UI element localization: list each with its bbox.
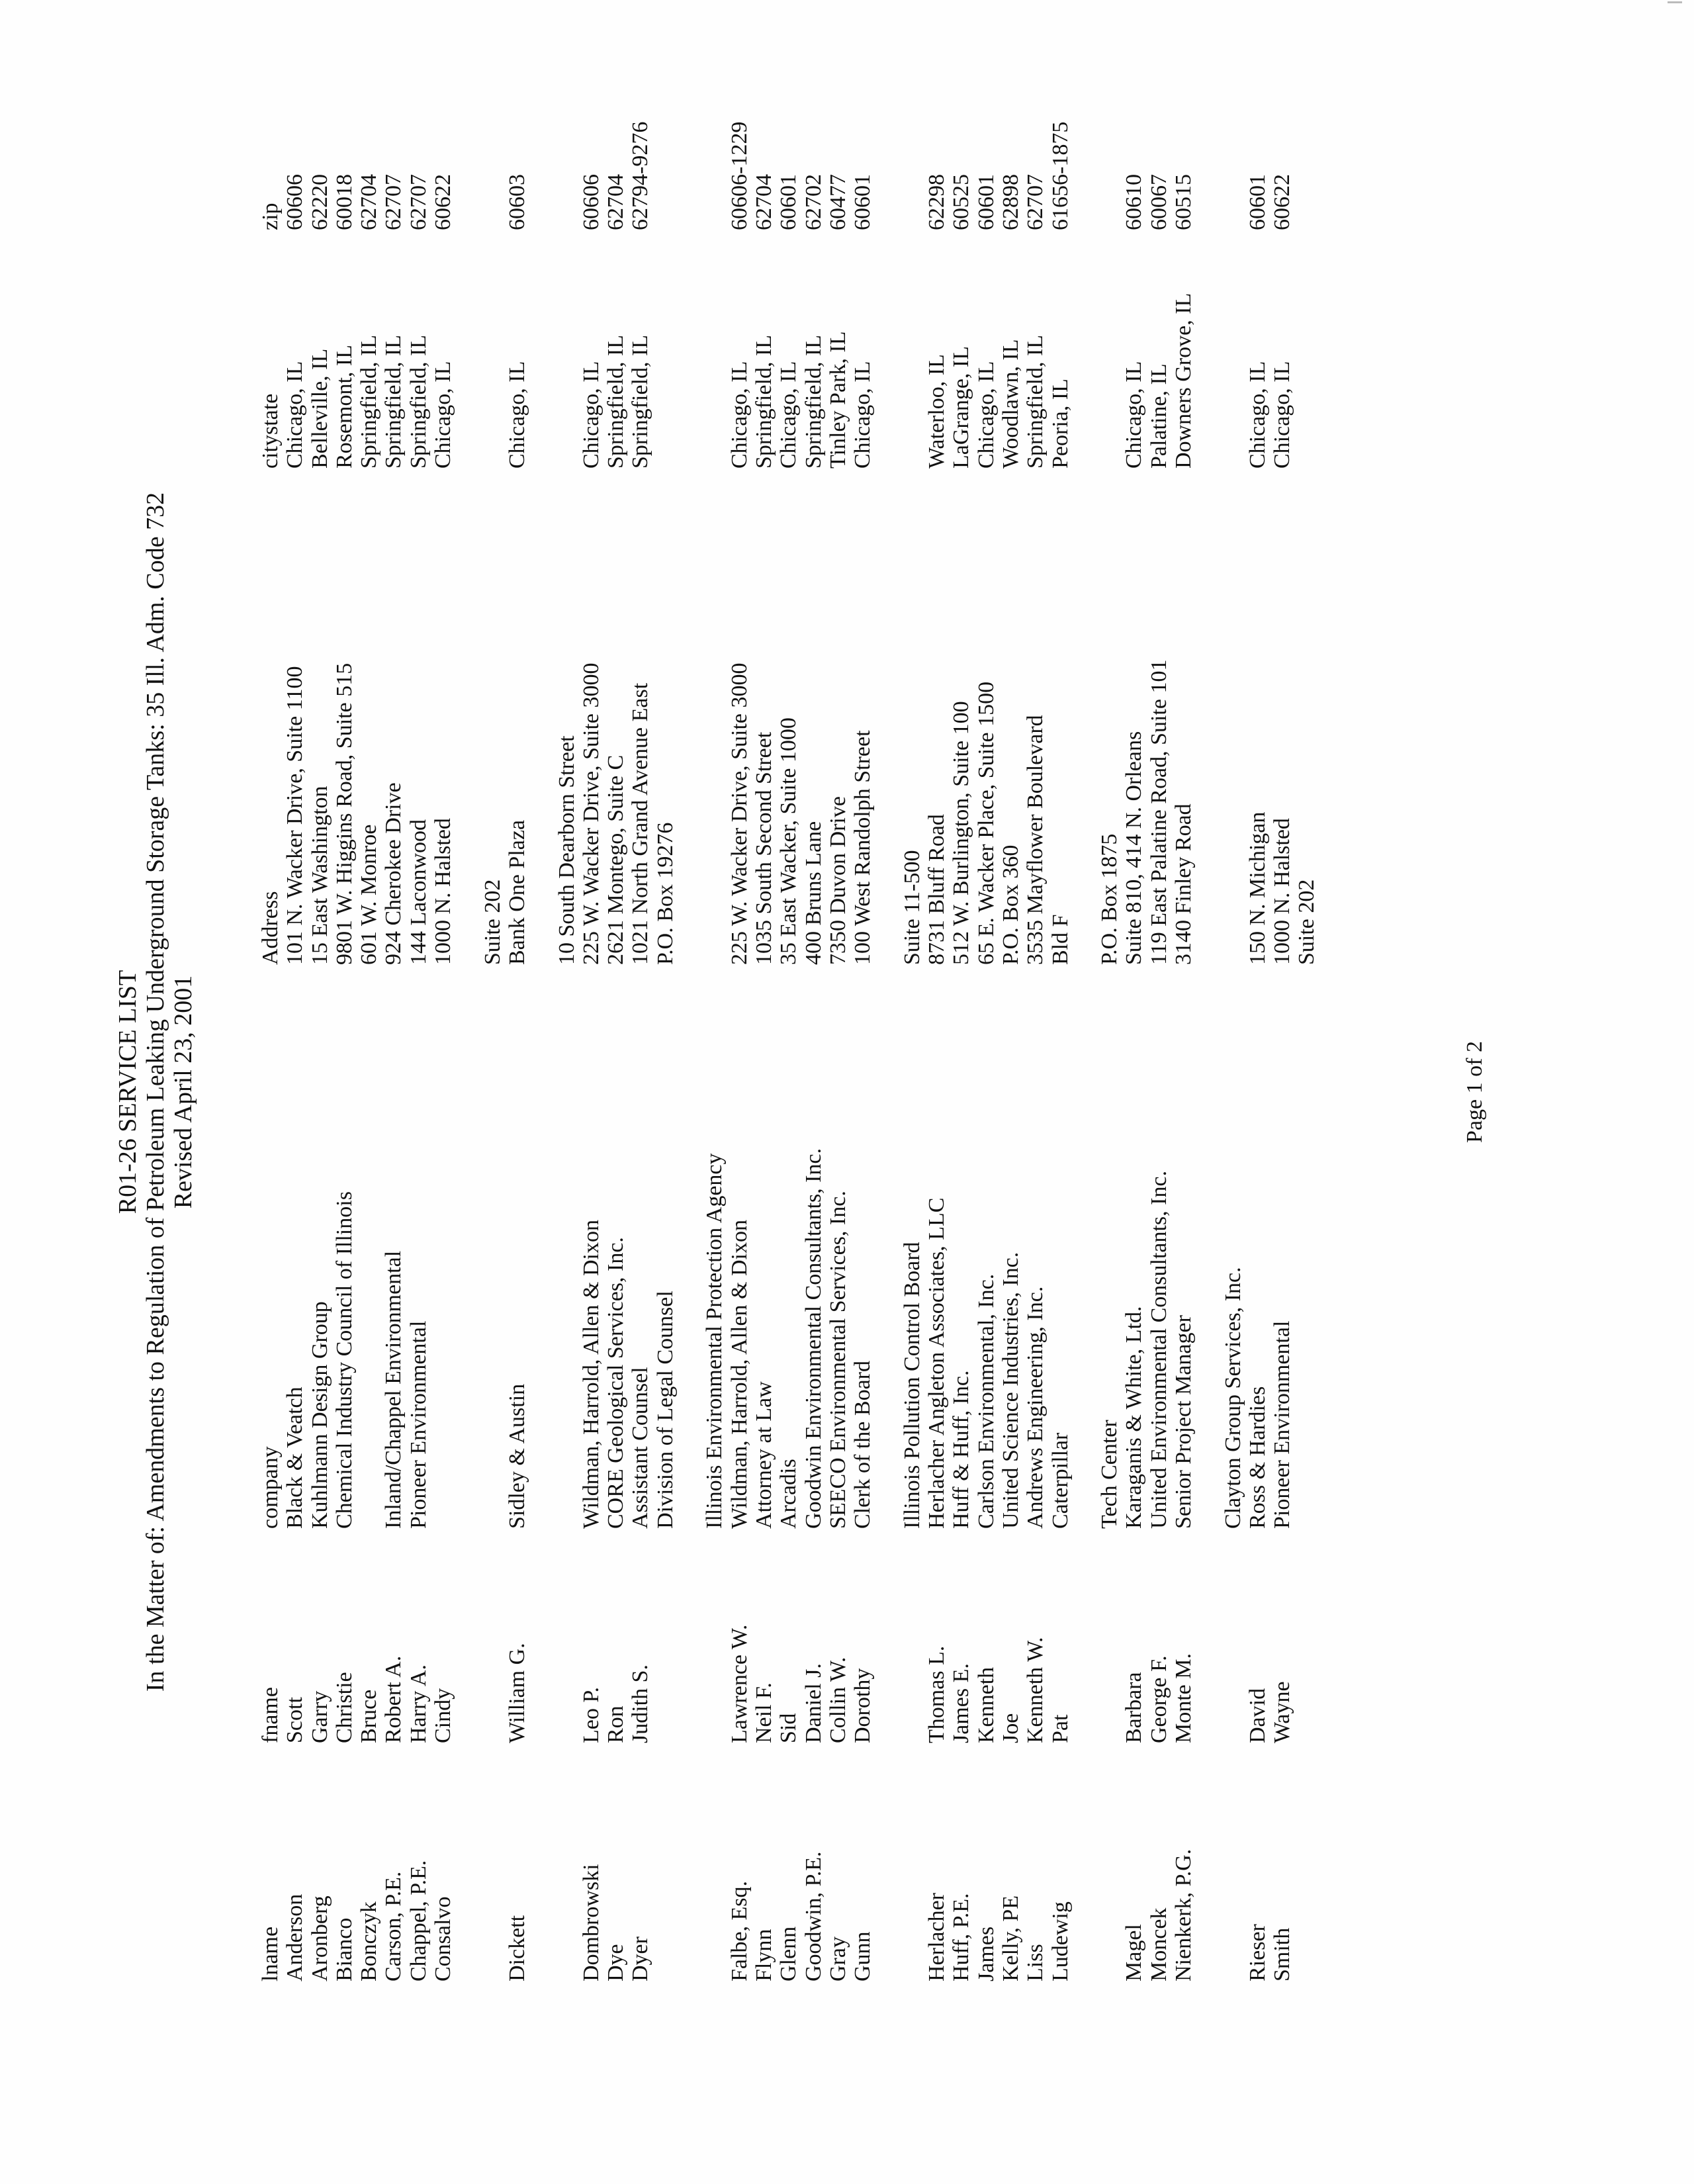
- row-spacer: [529, 293, 554, 469]
- column-header-zip: zip: [258, 203, 283, 230]
- cell-fname: Christie: [332, 1672, 357, 1743]
- cell-zip: 60525: [949, 174, 974, 230]
- cell-fname: James E.: [949, 1663, 974, 1743]
- cell-fname: [653, 1625, 678, 1743]
- cell-lname: Chappel, P.E.: [406, 1860, 431, 1981]
- column-zip: [258, 122, 1319, 230]
- cell-zip: 60606-1229: [727, 121, 752, 230]
- cell-address: Suite 11-500: [899, 850, 924, 965]
- cell-zip: 60606: [283, 174, 308, 230]
- row-spacer: [875, 660, 899, 965]
- cell-company: Clayton Group Services, Inc.: [1220, 1267, 1245, 1529]
- cell-fname: Ron: [603, 1706, 629, 1743]
- cell-address: 100 West Randolph Street: [850, 730, 875, 965]
- cell-lname: Flynn: [751, 1929, 776, 1981]
- column-header-lname: lname: [258, 1926, 283, 1981]
- cell-fname: Bruce: [357, 1689, 382, 1743]
- cell-fname: Pat: [1048, 1714, 1073, 1743]
- cell-address: P.O. Box 19276: [652, 822, 678, 965]
- cell-citystate: Chicago, IL: [1245, 361, 1270, 469]
- cell-address: 924 Cherokee Drive: [381, 782, 406, 965]
- column-citystate: [258, 293, 1319, 469]
- cell-zip: 60601: [850, 174, 875, 230]
- cell-company: Andrews Engineering, Inc.: [1023, 1286, 1048, 1529]
- cell-fname: Thomas L.: [924, 1645, 950, 1743]
- cell-company: Huff & Huff, Inc.: [949, 1370, 974, 1529]
- cell-fname: Cindy: [431, 1688, 456, 1743]
- cell-citystate: Springfield, IL: [357, 334, 382, 469]
- cell-company: Sidley & Austin: [504, 1383, 529, 1529]
- cell-address: 225 W. Wacker Drive, Suite 3000: [578, 662, 603, 965]
- cell-zip: [1097, 122, 1122, 230]
- column-header-address: Address: [258, 891, 283, 965]
- cell-lname: Liss: [1023, 1944, 1048, 1981]
- cell-lname: [480, 1849, 505, 1981]
- cell-zip: 60601: [1245, 174, 1270, 230]
- cell-address: Suite 202: [480, 879, 505, 965]
- cell-zip: 60067: [1146, 174, 1171, 230]
- row-spacer: [1196, 660, 1220, 965]
- cell-citystate: Chicago, IL: [776, 361, 801, 469]
- cell-company: United Environmental Consultants, Inc.: [1146, 1170, 1171, 1529]
- cell-zip: [900, 122, 924, 230]
- row-spacer: [1196, 1625, 1220, 1743]
- cell-citystate: Chicago, IL: [850, 361, 875, 469]
- cell-address: 65 E. Wacker Place, Suite 1500: [973, 681, 999, 965]
- row-spacer: [1073, 1148, 1097, 1529]
- cell-company: Wildman, Harrold, Allen & Dixon: [578, 1219, 603, 1529]
- cell-fname: David: [1245, 1688, 1270, 1743]
- cell-zip: 62898: [998, 174, 1023, 230]
- cell-zip: 60601: [973, 174, 999, 230]
- row-spacer: [678, 122, 702, 230]
- cell-zip: [1294, 122, 1319, 230]
- cell-lname: Goodwin, P.E.: [801, 1851, 826, 1981]
- cell-address: 150 N. Michigan: [1245, 811, 1270, 965]
- cell-lname: Falbe, Esq.: [727, 1880, 752, 1981]
- cell-lname: James: [973, 1926, 999, 1981]
- cell-zip: 60610: [1122, 174, 1147, 230]
- cell-lname: Aronberg: [307, 1895, 332, 1981]
- cell-citystate: LaGrange, IL: [949, 345, 974, 469]
- column-header-company: company: [258, 1446, 283, 1529]
- cell-fname: Collin W.: [825, 1657, 850, 1743]
- cell-company: Illinois Pollution Control Board: [899, 1242, 924, 1529]
- cell-zip: 60622: [1270, 174, 1295, 230]
- row-spacer: [875, 1148, 899, 1529]
- cell-address: 3535 Mayflower Boulevard: [1023, 715, 1048, 965]
- cell-company: Pioneer Environmental: [1270, 1320, 1295, 1529]
- cell-fname: Leo P.: [578, 1687, 603, 1743]
- cell-company: Attorney at Law: [751, 1381, 776, 1529]
- page-footer: Page 1 of 2: [1462, 1041, 1487, 1143]
- cell-lname: [1221, 1849, 1245, 1981]
- cell-citystate: Belleville, IL: [307, 348, 332, 469]
- row-spacer: [875, 293, 899, 469]
- cell-address: 1000 N. Halsted: [431, 818, 456, 965]
- row-spacer: [1073, 293, 1097, 469]
- cell-address: 2621 Montego, Suite C: [603, 754, 629, 965]
- cell-address: 1035 South Second Street: [751, 731, 776, 965]
- cell-fname: Robert A.: [381, 1655, 406, 1743]
- cell-citystate: Chicago, IL: [1122, 361, 1147, 469]
- cell-fname: Scott: [283, 1697, 308, 1743]
- cell-address: 225 W. Wacker Drive, Suite 3000: [727, 662, 752, 965]
- column-address: [258, 660, 1319, 965]
- cell-fname: Judith S.: [628, 1664, 653, 1743]
- cell-address: 144 Laconwood: [406, 819, 431, 965]
- cell-citystate: Springfield, IL: [1023, 334, 1048, 469]
- cell-company: Senior Project Manager: [1171, 1315, 1196, 1529]
- column-lname: [258, 1849, 1319, 1981]
- cell-fname: Barbara: [1122, 1672, 1147, 1743]
- cell-fname: Kenneth W.: [1023, 1637, 1048, 1743]
- row-spacer: [678, 1625, 702, 1743]
- cell-lname: Moncek: [1146, 1907, 1171, 1981]
- cell-fname: [1097, 1625, 1122, 1743]
- cell-address: Bank One Plaza: [504, 819, 529, 965]
- row-spacer: [678, 660, 702, 965]
- cell-fname: Daniel J.: [801, 1663, 826, 1743]
- cell-zip: 62298: [924, 174, 950, 230]
- cell-zip: 62707: [406, 174, 431, 230]
- row-spacer: [1073, 1625, 1097, 1743]
- cell-citystate: Downers Grove, IL: [1171, 293, 1196, 469]
- cell-citystate: Chicago, IL: [1270, 361, 1295, 469]
- cell-lname: [1294, 1849, 1319, 1981]
- cell-lname: Rieser: [1245, 1924, 1270, 1981]
- cell-lname: [702, 1849, 727, 1981]
- cell-zip: 60477: [825, 174, 850, 230]
- cell-lname: Gunn: [850, 1931, 875, 1981]
- cell-citystate: Chicago, IL: [973, 361, 999, 469]
- cell-address: 101 N. Wacker Drive, Suite 1100: [283, 666, 308, 965]
- cell-company: Pioneer Environmental: [406, 1320, 431, 1529]
- cell-zip: 62794-9276: [628, 121, 653, 230]
- document-title: R01-26 SERVICE LIST: [114, 970, 142, 1214]
- cell-address: 35 East Wacker, Suite 1000: [776, 717, 801, 965]
- cell-address: 15 East Washington: [307, 786, 332, 965]
- cell-zip: 62704: [603, 174, 629, 230]
- cell-address: 1000 N. Halsted: [1270, 818, 1295, 965]
- cell-lname: Dickett: [504, 1915, 529, 1981]
- cell-address: Suite 202: [1294, 879, 1319, 965]
- cell-lname: Smith: [1270, 1927, 1295, 1981]
- cell-citystate: Woodlawn, IL: [998, 339, 1023, 469]
- cell-zip: 60018: [332, 174, 357, 230]
- cell-zip: 60515: [1171, 174, 1196, 230]
- cell-address: 8731 Bluff Road: [924, 814, 950, 965]
- row-spacer: [455, 1148, 480, 1529]
- cell-address: Bld F: [1048, 914, 1073, 965]
- cell-citystate: Springfield, IL: [603, 334, 629, 469]
- cell-lname: Kelly, PE: [998, 1895, 1023, 1981]
- cell-address: 10 South Dearborn Street: [554, 735, 579, 965]
- document-subtitle: In the Matter of: Amendments to Regulation of Petroleum Leaking Underground Storage Tanks: 35 Ill. Adm. Code 732: [142, 492, 169, 1692]
- cell-zip: [653, 122, 678, 230]
- cell-lname: Consalvo: [431, 1896, 456, 1981]
- cell-company: Wildman, Harrold, Allen & Dixon: [727, 1219, 752, 1529]
- cell-lname: Dombrowski: [578, 1864, 603, 1981]
- cell-company: United Science Industries, Inc.: [998, 1251, 1023, 1529]
- cell-citystate: Chicago, IL: [504, 361, 529, 469]
- cell-citystate: [900, 293, 924, 469]
- cell-fname: Monte M.: [1171, 1653, 1196, 1743]
- cell-citystate: [1097, 293, 1122, 469]
- cell-zip: 62707: [1023, 174, 1048, 230]
- row-spacer: [1073, 1849, 1097, 1981]
- cell-fname: [1294, 1625, 1319, 1743]
- row-spacer: [1196, 1849, 1220, 1981]
- cell-lname: Bianco: [332, 1917, 357, 1981]
- row-spacer: [678, 1148, 702, 1529]
- cell-fname: Harry A.: [406, 1664, 431, 1743]
- cell-zip: 60606: [578, 174, 603, 230]
- cell-zip: 60603: [504, 174, 529, 230]
- cell-lname: Herlacher: [924, 1892, 950, 1981]
- cell-citystate: [1221, 293, 1245, 469]
- row-spacer: [529, 1849, 554, 1981]
- row-spacer: [1196, 1148, 1220, 1529]
- cell-company: Black & Veatch: [283, 1387, 308, 1529]
- cell-fname: [702, 1625, 727, 1743]
- cell-company: Caterpillar: [1048, 1432, 1073, 1529]
- cell-citystate: [555, 293, 579, 469]
- cell-company: CORE Geological Services, Inc.: [603, 1237, 629, 1529]
- cell-fname: Garry: [307, 1690, 332, 1743]
- cell-zip: 61656-1875: [1048, 121, 1073, 230]
- row-spacer: [529, 1148, 554, 1529]
- cell-lname: [1097, 1849, 1122, 1981]
- cell-address: P.O. Box 1875: [1097, 833, 1122, 965]
- cell-lname: Huff, P.E.: [949, 1893, 974, 1981]
- cell-lname: Ludewig: [1048, 1901, 1073, 1981]
- cell-address: 400 Bruns Lane: [801, 821, 826, 965]
- cell-citystate: Springfield, IL: [381, 334, 406, 469]
- cell-company: Ross & Hardies: [1245, 1386, 1270, 1529]
- row-spacer: [529, 1625, 554, 1743]
- row-spacer: [455, 293, 480, 469]
- cell-fname: [1221, 1625, 1245, 1743]
- cell-zip: 62704: [751, 174, 776, 230]
- cell-zip: 62702: [801, 174, 826, 230]
- cell-citystate: [653, 293, 678, 469]
- cell-address: 3140 Finley Road: [1171, 803, 1196, 965]
- cell-citystate: Chicago, IL: [283, 361, 308, 469]
- cell-citystate: [702, 293, 727, 469]
- cell-zip: 62220: [307, 174, 332, 230]
- cell-lname: Carson, P.E.: [381, 1871, 406, 1981]
- cell-address: 119 East Palatine Road, Suite 101: [1146, 659, 1171, 965]
- cell-zip: 62704: [357, 174, 382, 230]
- cell-zip: 60622: [431, 174, 456, 230]
- cell-citystate: Chicago, IL: [578, 361, 603, 469]
- service-list-table: [258, 0, 1383, 2184]
- cell-company: Karaganis & White, Ltd.: [1122, 1306, 1147, 1529]
- row-spacer: [1196, 122, 1220, 230]
- row-spacer: [678, 1849, 702, 1981]
- cell-zip: 62707: [381, 174, 406, 230]
- cell-fname: [480, 1625, 505, 1743]
- cell-company: Herlacher Angleton Associates, LLC: [924, 1197, 950, 1529]
- cell-citystate: [480, 293, 505, 469]
- row-spacer: [455, 660, 480, 965]
- column-fname: [258, 1625, 1319, 1743]
- cell-company: Division of Legal Counsel: [652, 1291, 678, 1529]
- document-revised-date: Revised April 23, 2001: [169, 975, 197, 1209]
- cell-company: Tech Center: [1097, 1420, 1122, 1529]
- cell-citystate: Palatine, IL: [1146, 363, 1171, 469]
- cell-company: [555, 1148, 579, 1529]
- cell-fname: Neil F.: [751, 1682, 776, 1743]
- cell-zip: [702, 122, 727, 230]
- cell-company: Goodwin Environmental Consultants, Inc.: [801, 1148, 826, 1529]
- cell-fname: Sid: [776, 1713, 801, 1743]
- cell-zip: 60601: [776, 174, 801, 230]
- cell-citystate: Springfield, IL: [801, 334, 826, 469]
- row-spacer: [529, 660, 554, 965]
- cell-citystate: Peoria, IL: [1048, 379, 1073, 469]
- cell-company: Assistant Counsel: [628, 1367, 653, 1529]
- row-spacer: [678, 293, 702, 469]
- cell-lname: Magel: [1122, 1924, 1147, 1981]
- cell-address: 9801 W. Higgins Road, Suite 515: [332, 662, 357, 965]
- row-spacer: [1196, 293, 1220, 469]
- cell-citystate: Rosemont, IL: [332, 345, 357, 469]
- cell-lname: Bonczyk: [357, 1901, 382, 1981]
- cell-citystate: Waterloo, IL: [924, 354, 950, 469]
- column-company: [258, 1148, 1319, 1529]
- cell-lname: Nienkerk, P.G.: [1171, 1848, 1196, 1981]
- row-spacer: [455, 122, 480, 230]
- cell-company: [431, 1148, 455, 1529]
- cell-company: Kuhlmann Design Group: [307, 1301, 332, 1529]
- row-spacer: [875, 1849, 899, 1981]
- cell-fname: Lawrence W.: [727, 1624, 752, 1743]
- row-spacer: [529, 122, 554, 230]
- cell-citystate: Springfield, IL: [751, 334, 776, 469]
- cell-lname: [555, 1849, 579, 1981]
- cell-address: 7350 Duvon Drive: [825, 796, 850, 965]
- cell-address: 512 W. Burlington, Suite 100: [949, 701, 974, 965]
- cell-address: Suite 810, 414 N. Orleans: [1122, 731, 1147, 965]
- cell-citystate: Springfield, IL: [628, 334, 653, 469]
- cell-fname: William G.: [504, 1643, 529, 1743]
- cell-company: Carlson Environmental, Inc.: [973, 1273, 999, 1529]
- row-spacer: [455, 1849, 480, 1981]
- cell-fname: [900, 1625, 924, 1743]
- cell-lname: Gray: [825, 1936, 850, 1981]
- row-spacer: [455, 1625, 480, 1743]
- cell-lname: [900, 1849, 924, 1981]
- cell-citystate: Chicago, IL: [431, 361, 456, 469]
- cell-company: Arcadis: [776, 1459, 801, 1529]
- cell-lname: Dyer: [628, 1936, 653, 1981]
- cell-company: Illinois Environmental Protection Agency: [702, 1153, 727, 1529]
- cell-zip: [1221, 122, 1245, 230]
- row-spacer: [1073, 122, 1097, 230]
- cell-citystate: Springfield, IL: [406, 334, 431, 469]
- column-header-citystate: citystate: [258, 393, 283, 469]
- cell-company: SEECO Environmental Services, Inc.: [825, 1191, 850, 1529]
- cell-zip: [555, 122, 579, 230]
- row-spacer: [1073, 660, 1097, 965]
- cell-fname: Joe: [998, 1713, 1023, 1743]
- cell-citystate: Tinley Park, IL: [825, 331, 850, 469]
- row-spacer: [875, 122, 899, 230]
- cell-fname: Wayne: [1270, 1681, 1295, 1743]
- cell-company: [1294, 1148, 1319, 1529]
- cell-company: [357, 1148, 381, 1529]
- cell-fname: Dorothy: [850, 1668, 875, 1743]
- cell-zip: [480, 122, 505, 230]
- cell-address: 601 W. Monroe: [357, 824, 382, 965]
- cell-address: [702, 660, 727, 965]
- cell-fname: [555, 1625, 579, 1743]
- cell-lname: Dye: [603, 1944, 629, 1981]
- cell-company: [480, 1148, 505, 1529]
- column-header-fname: fname: [258, 1687, 283, 1743]
- cell-company: Chemical Industry Council of Illinois: [332, 1191, 357, 1529]
- cell-address: 1021 North Grand Avenue East: [628, 682, 653, 965]
- cell-lname: Anderson: [283, 1893, 308, 1981]
- cell-company: Inland/Chappel Environmental: [381, 1250, 406, 1529]
- cell-citystate: [1294, 293, 1319, 469]
- cell-address: P.O. Box 360: [998, 844, 1023, 965]
- cell-company: Clerk of the Board: [850, 1361, 875, 1529]
- cell-lname: Glenn: [776, 1926, 801, 1981]
- cell-lname: [653, 1849, 678, 1981]
- row-spacer: [875, 1625, 899, 1743]
- cell-citystate: Chicago, IL: [727, 361, 752, 469]
- cell-address: [1221, 660, 1245, 965]
- cell-fname: Kenneth: [973, 1666, 999, 1743]
- cell-fname: George F.: [1146, 1655, 1171, 1743]
